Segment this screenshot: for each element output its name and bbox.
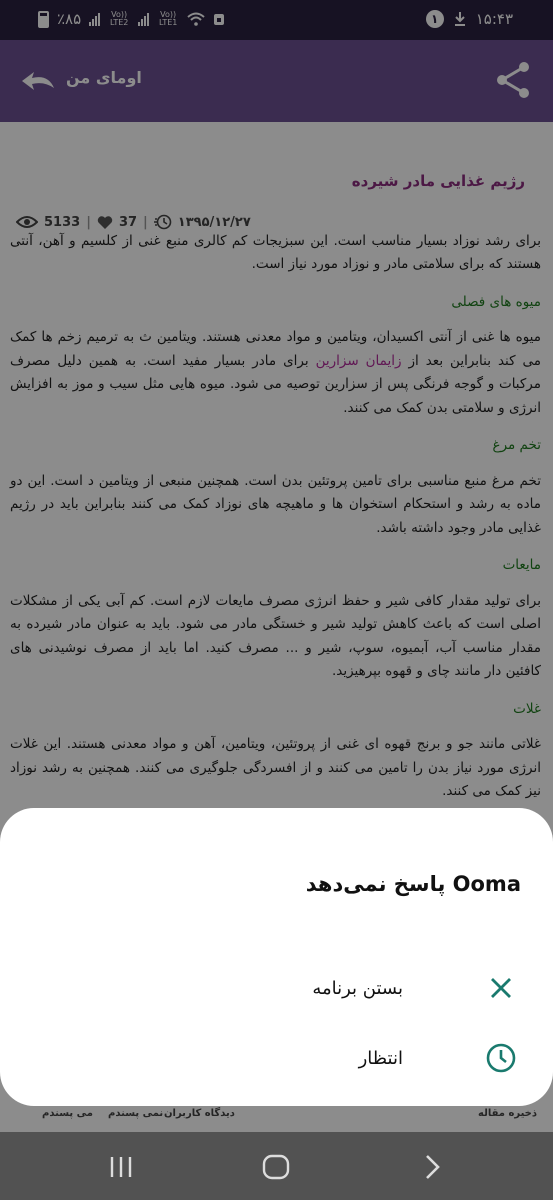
home-icon[interactable] [262, 1154, 290, 1180]
lte1-indicator: Vo)) LTE1 [158, 10, 178, 27]
back-nav-icon[interactable] [422, 1154, 442, 1180]
user-comments-button[interactable]: دیدگاه کاربران [164, 1108, 235, 1119]
article-meta: 5133 | 37 | ۱۳۹۵/۱۲/۲۷ [16, 214, 251, 230]
section-heading: تخم مرغ [492, 437, 541, 453]
section-heading: غلات [513, 700, 541, 717]
paragraph: میوه ها غنی از آنتی اکسیدان، ویتامین و مواد معدنی هستند. ویتامین ث به ترمیم زخم ها کمک می کند بنابراین بعد از زایمان سزارین برای مادر بسیار مفید است. به همین دلیل مصرف مرکبات و گوجه فرنگی پس از سزارین توصیه می شود. میوه هایی مثل سیب و موز به افزایش انرژی و سلامتی بدن کمک می کنند. [10, 329, 542, 416]
cesarean-link[interactable]: زایمان سزارین [315, 352, 402, 369]
wait-option[interactable] [30, 1032, 519, 1084]
save-article-button[interactable]: ذخیره مقاله [478, 1108, 537, 1119]
close-app-label: بستن برنامه [312, 977, 403, 999]
dislike-button[interactable]: نمی پسندم [108, 1108, 164, 1119]
paragraph: هستند که برای سلامتی مادر و نوزاد مورد نیاز است. [251, 256, 541, 272]
notification-count-badge: ۱ [426, 10, 444, 28]
wait-label: انتظار [358, 1047, 403, 1069]
paragraph: برای رشد نوزاد بسیار مناسب است. این سبزیجات کم کالری منبع غنی از کلسیم و آهن، آنتی [10, 233, 541, 249]
lte2-indicator: Vo)) LTE2 [109, 10, 129, 27]
view-count: 5133 [44, 214, 81, 230]
paragraph: برای تولید مقدار کافی شیر و حفظ انرژی مصرف مایعات لازم است. کم آبی یکی از مشکلات اصلی است که باعث کاهش تولید شیر و خستگی مادر می شود. باید به عنوان مادر شیرده به مقدار مناسب آب، آبمیوه، سوپ، شیر و ... مصرف کنید. اما باید از مصرف نوشیدنی های کافئین دار مانند چای و قهوه بپرهیزید. [10, 592, 541, 679]
like-count: 37 [118, 214, 138, 230]
clock: ۱۵:۴۳ [475, 10, 513, 28]
system-navigation-bar [0, 1132, 553, 1200]
close-icon [484, 971, 518, 1005]
recent-apps-icon[interactable] [108, 1154, 134, 1180]
paragraph: غلاتی مانند جو و برنج قهوه ای غنی از پروتئین، ویتامین، آهن و مواد معدنی هستند. این غلات انرژی مورد نیاز بدن را تامین می کنند و از افسردگی جلوگیری می کنند. همچنین به رشد نوزاد نیز کمک می کنند. [10, 736, 541, 799]
section-heading: میوه های فصلی [451, 293, 541, 310]
close-app-option[interactable] [30, 962, 519, 1014]
section-heading: مایعات [502, 557, 541, 573]
paragraph: تخم مرغ منبع مناسبی برای تامین پروتئین بدن است. همچنین منبعی از ویتامین د است. این دو ماده به رشد و استحکام استخوان ها و ماهیچه های نوزاد کمک می کنند بنابراین باید در رژیم غذایی مادر وجود داشته باشد. [10, 472, 541, 536]
battery-level: ٪۸۵ [57, 10, 82, 28]
clock-icon [484, 1041, 518, 1075]
dialog-title: Ooma پاسخ نمی‌دهد [305, 872, 521, 896]
like-button[interactable]: می پسندم [42, 1108, 93, 1119]
publish-date: ۱۳۹۵/۱۲/۲۷ [177, 214, 251, 230]
app-not-responding-dialog [0, 808, 553, 1106]
app-title: اومای من [66, 68, 142, 87]
article-title: رژیم غذایی مادر شیرده [351, 172, 525, 190]
